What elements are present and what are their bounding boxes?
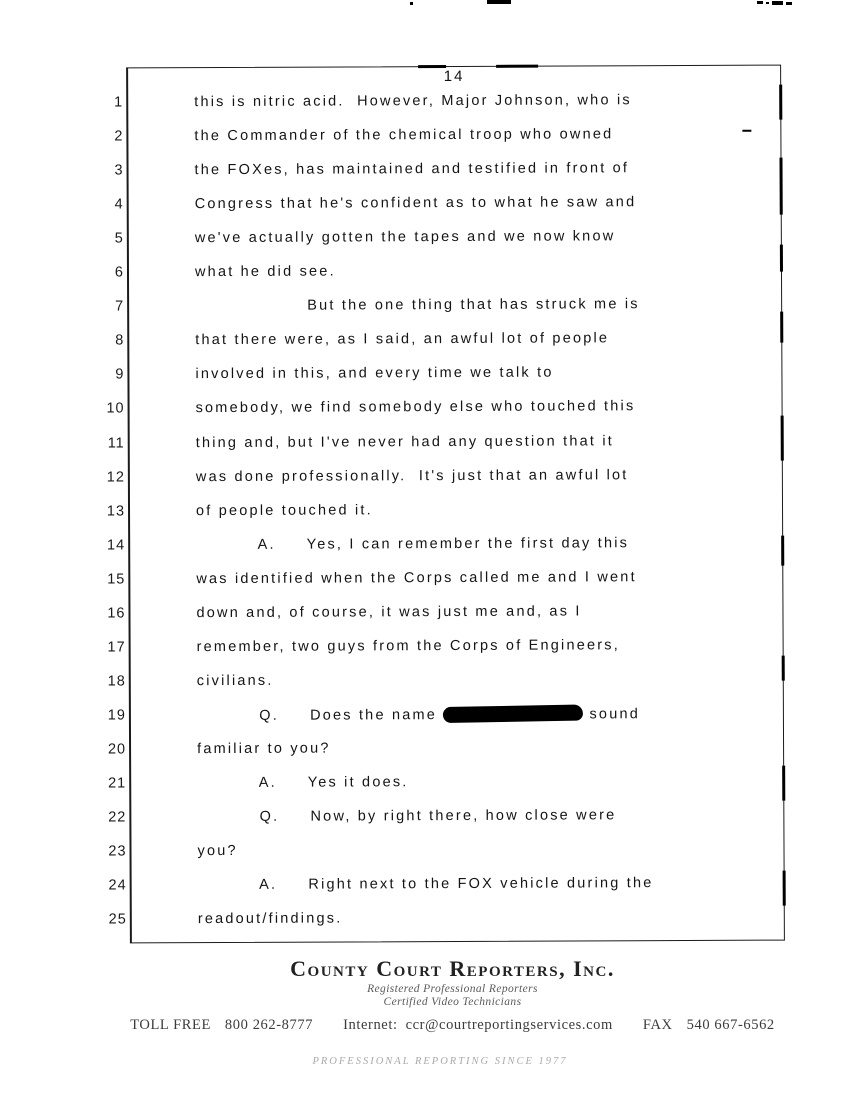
line-text: Q. Now, by right there, how close were (197, 807, 617, 826)
line-number: 12 (106, 468, 125, 486)
transcript-line (107, 704, 783, 731)
line-number: 5 (114, 230, 124, 247)
transcript-line (106, 398, 782, 425)
line-text: you? (197, 843, 238, 860)
scan-artifact-dash (487, 0, 511, 4)
line-text: A. Right next to the FOX vehicle during the (197, 875, 654, 894)
line-number: 17 (107, 639, 126, 656)
bottom-tagline: PROFESSIONAL REPORTING SINCE 1977 (312, 1056, 568, 1067)
line-number: 8 (115, 332, 125, 349)
transcript-line (107, 739, 783, 766)
transcript-line (114, 160, 781, 187)
scan-artifact-dash (757, 1, 763, 4)
transcript-line (108, 773, 783, 800)
transcript-line (114, 126, 780, 153)
transcript-line (106, 466, 782, 493)
line-text: A. Yes, I can remember the first day this (196, 534, 630, 553)
transcript-line (114, 92, 780, 119)
line-number: 3 (114, 162, 124, 179)
internet-email: ccr@courtreportingservices.com (405, 1017, 613, 1033)
line-number: 14 (107, 537, 126, 554)
line-number: 19 (107, 707, 126, 724)
fax-group (643, 1017, 775, 1034)
transcript-line (114, 194, 781, 221)
redaction-bar (443, 704, 583, 723)
line-number: 2 (114, 128, 124, 145)
line-number: 9 (115, 366, 125, 383)
transcript-line (107, 534, 782, 561)
transcript-frame (106, 65, 785, 944)
line-number: 6 (114, 264, 125, 281)
line-text: this is nitric acid. However, Major Johnson, who is (194, 92, 632, 111)
scan-artifact-dot (410, 2, 413, 5)
line-number: 24 (108, 877, 127, 894)
line-text: was done professionally. It's just that an awful lot (195, 466, 629, 485)
line-text (197, 704, 777, 724)
line-number: 23 (108, 843, 127, 860)
line-text: of people touched it. (195, 501, 373, 519)
line-text: what he did see. (194, 263, 336, 281)
line-text: remember, two guys from the Corps of Engineers, (196, 637, 620, 655)
scan-artifact-dash (772, 1, 783, 5)
internet-group (343, 1017, 613, 1034)
line-number: 18 (107, 673, 126, 690)
line-text: familiar to you? (197, 740, 331, 758)
transcript-line (106, 500, 782, 527)
line-text: somebody, we find somebody else who touched this (195, 398, 636, 417)
line-text: was identified when the Corps called me and I went (196, 568, 637, 587)
contact-line (55, 1017, 850, 1034)
transcript-line (107, 602, 782, 629)
fax-number: 540 667-6562 (686, 1017, 775, 1033)
line-text: that there were, as I said, an awful lot of people (195, 330, 610, 349)
line-number: 16 (107, 605, 126, 622)
line-number: 20 (107, 741, 127, 758)
scan-artifact-dash (786, 2, 792, 5)
toll-free-group (130, 1017, 313, 1034)
line-text-after-redaction: sound (583, 706, 641, 723)
transcript-line (108, 875, 784, 902)
line-text: we've actually gotten the tapes and we now know (194, 228, 616, 247)
transcript-line (114, 262, 781, 289)
toll-free-number: 800 262-8777 (224, 1017, 314, 1033)
line-number: 10 (106, 400, 125, 417)
transcript-line (108, 807, 783, 834)
line-text: But the one thing that has struck me is (195, 296, 640, 315)
line-text: Congress that he's confident as to what he saw and (194, 194, 637, 213)
internet-label: Internet: (343, 1017, 398, 1033)
fax-label: FAX (642, 1017, 673, 1033)
line-number: 22 (108, 809, 127, 826)
line-text: readout/findings. (197, 910, 343, 928)
company-subtitle-2: Certified Video Technicians (383, 996, 522, 1008)
page-number: 14 (443, 67, 465, 86)
line-number: 25 (108, 911, 127, 928)
line-text: the Commander of the chemical troop who owned (194, 126, 614, 145)
line-text: A. Yes it does. (197, 774, 409, 792)
company-name: County Court Reporters, Inc. (290, 956, 615, 981)
transcript-line (115, 330, 781, 357)
scan-artifact-dash (766, 2, 769, 4)
line-text-before-redaction: Q. Does the name (196, 706, 444, 725)
reporter-footer (55, 956, 850, 1034)
transcript-line (107, 670, 783, 697)
toll-free-label: TOLL FREE (130, 1017, 211, 1033)
line-text: down and, of course, it was just me and, as I (196, 603, 582, 621)
transcript-line (107, 432, 782, 459)
transcript-line (107, 568, 782, 595)
line-text: the FOXes, has maintained and testified in front of (194, 160, 630, 179)
line-number: 7 (115, 298, 125, 315)
line-number: 13 (106, 503, 126, 520)
line-number: 15 (107, 571, 126, 588)
line-number: 11 (107, 434, 125, 452)
line-number: 1 (114, 94, 124, 111)
transcript-line (114, 228, 781, 255)
company-subtitle-1: Registered Professional Reporters (367, 983, 538, 995)
line-number: 21 (108, 775, 127, 792)
transcript-line (107, 636, 783, 663)
transcript-line (108, 841, 783, 868)
line-number: 4 (114, 196, 124, 213)
line-text: thing and, but I've never had any question that it (195, 432, 615, 451)
transcript-line (108, 909, 784, 936)
line-text: involved in this, and every time we talk to (195, 364, 554, 383)
transcript-line (115, 296, 781, 323)
line-text: civilians. (196, 672, 274, 689)
transcript-line (115, 364, 781, 391)
